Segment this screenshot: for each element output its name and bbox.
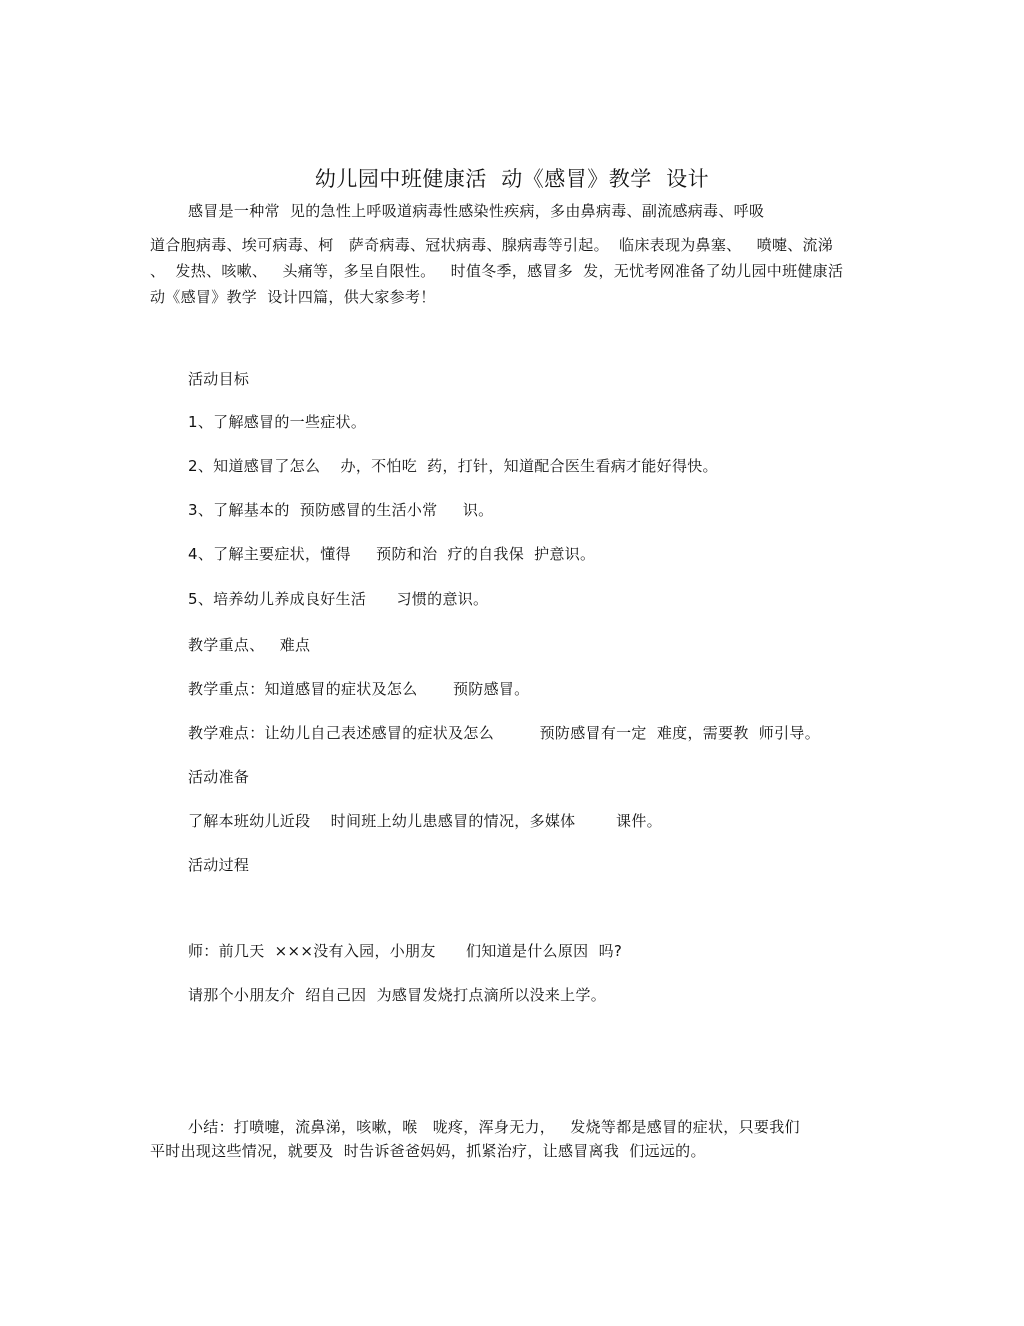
key-point: 教学重点：知道感冒的症状及怎么 预防感冒。 [188, 680, 530, 698]
intro-line-2: 道合胞病毒、埃可病毒、柯 萨奇病毒、冠状病毒、腺病毒等引起。 临床表现为鼻塞、 喷嚏、流涕 [150, 236, 834, 254]
summary-line-1: 小结：打喷嚏，流鼻涕，咳嗽，喉 咙疼，浑身无力， 发烧等都是感冒的症状，只要我们 [188, 1118, 800, 1136]
key-heading: 教学重点、 难点 [188, 636, 311, 654]
goal-item: 4、了解主要症状，懂得 预防和治 疗的自我保 护意识。 [188, 545, 596, 563]
goals-heading: 活动目标 [188, 370, 250, 388]
summary-line-2: 平时出现这些情况，就要及 时告诉爸爸妈妈，抓紧治疗，让感冒离我 们远远的。 [150, 1142, 706, 1160]
teacher-line: 师：前几天 ×××没有入园，小朋友 们知道是什么原因 吗? [188, 942, 623, 960]
difficulty-point: 教学难点：让幼儿自己表述感冒的症状及怎么 预防感冒有一定 难度，需要教 师引导。 [188, 724, 820, 742]
prep-text: 了解本班幼儿近段 时间班上幼儿患感冒的情况，多媒体 课件。 [188, 812, 662, 830]
intro-line-3: 、 发热、咳嗽、 头痛等，多呈自限性。 时值冬季，感冒多 发，无忧考网准备了幼儿园中班健康活 [150, 262, 844, 280]
process-heading: 活动过程 [188, 856, 250, 874]
goal-item: 3、了解基本的 预防感冒的生活小常 识。 [188, 501, 494, 519]
goal-item: 2、知道感冒了怎么 办，不怕吃 药，打针，知道配合医生看病才能好得快。 [188, 457, 718, 475]
document-title: 幼儿园中班健康活 动《感冒》教学 设计 [314, 167, 710, 191]
goal-item: 1、了解感冒的一些症状。 [188, 413, 367, 431]
child-line: 请那个小朋友介 绍自己因 为感冒发烧打点滴所以没来上学。 [188, 986, 607, 1004]
prep-heading: 活动准备 [188, 768, 250, 786]
goal-item: 5、培养幼儿养成良好生活 习惯的意识。 [188, 590, 489, 608]
intro-line-4: 动《感冒》教学 设计四篇，供大家参考！ [150, 288, 436, 306]
intro-line-1: 感冒是一种常 见的急性上呼吸道病毒性感染性疾病，多由鼻病毒、副流感病毒、呼吸 [188, 202, 765, 220]
